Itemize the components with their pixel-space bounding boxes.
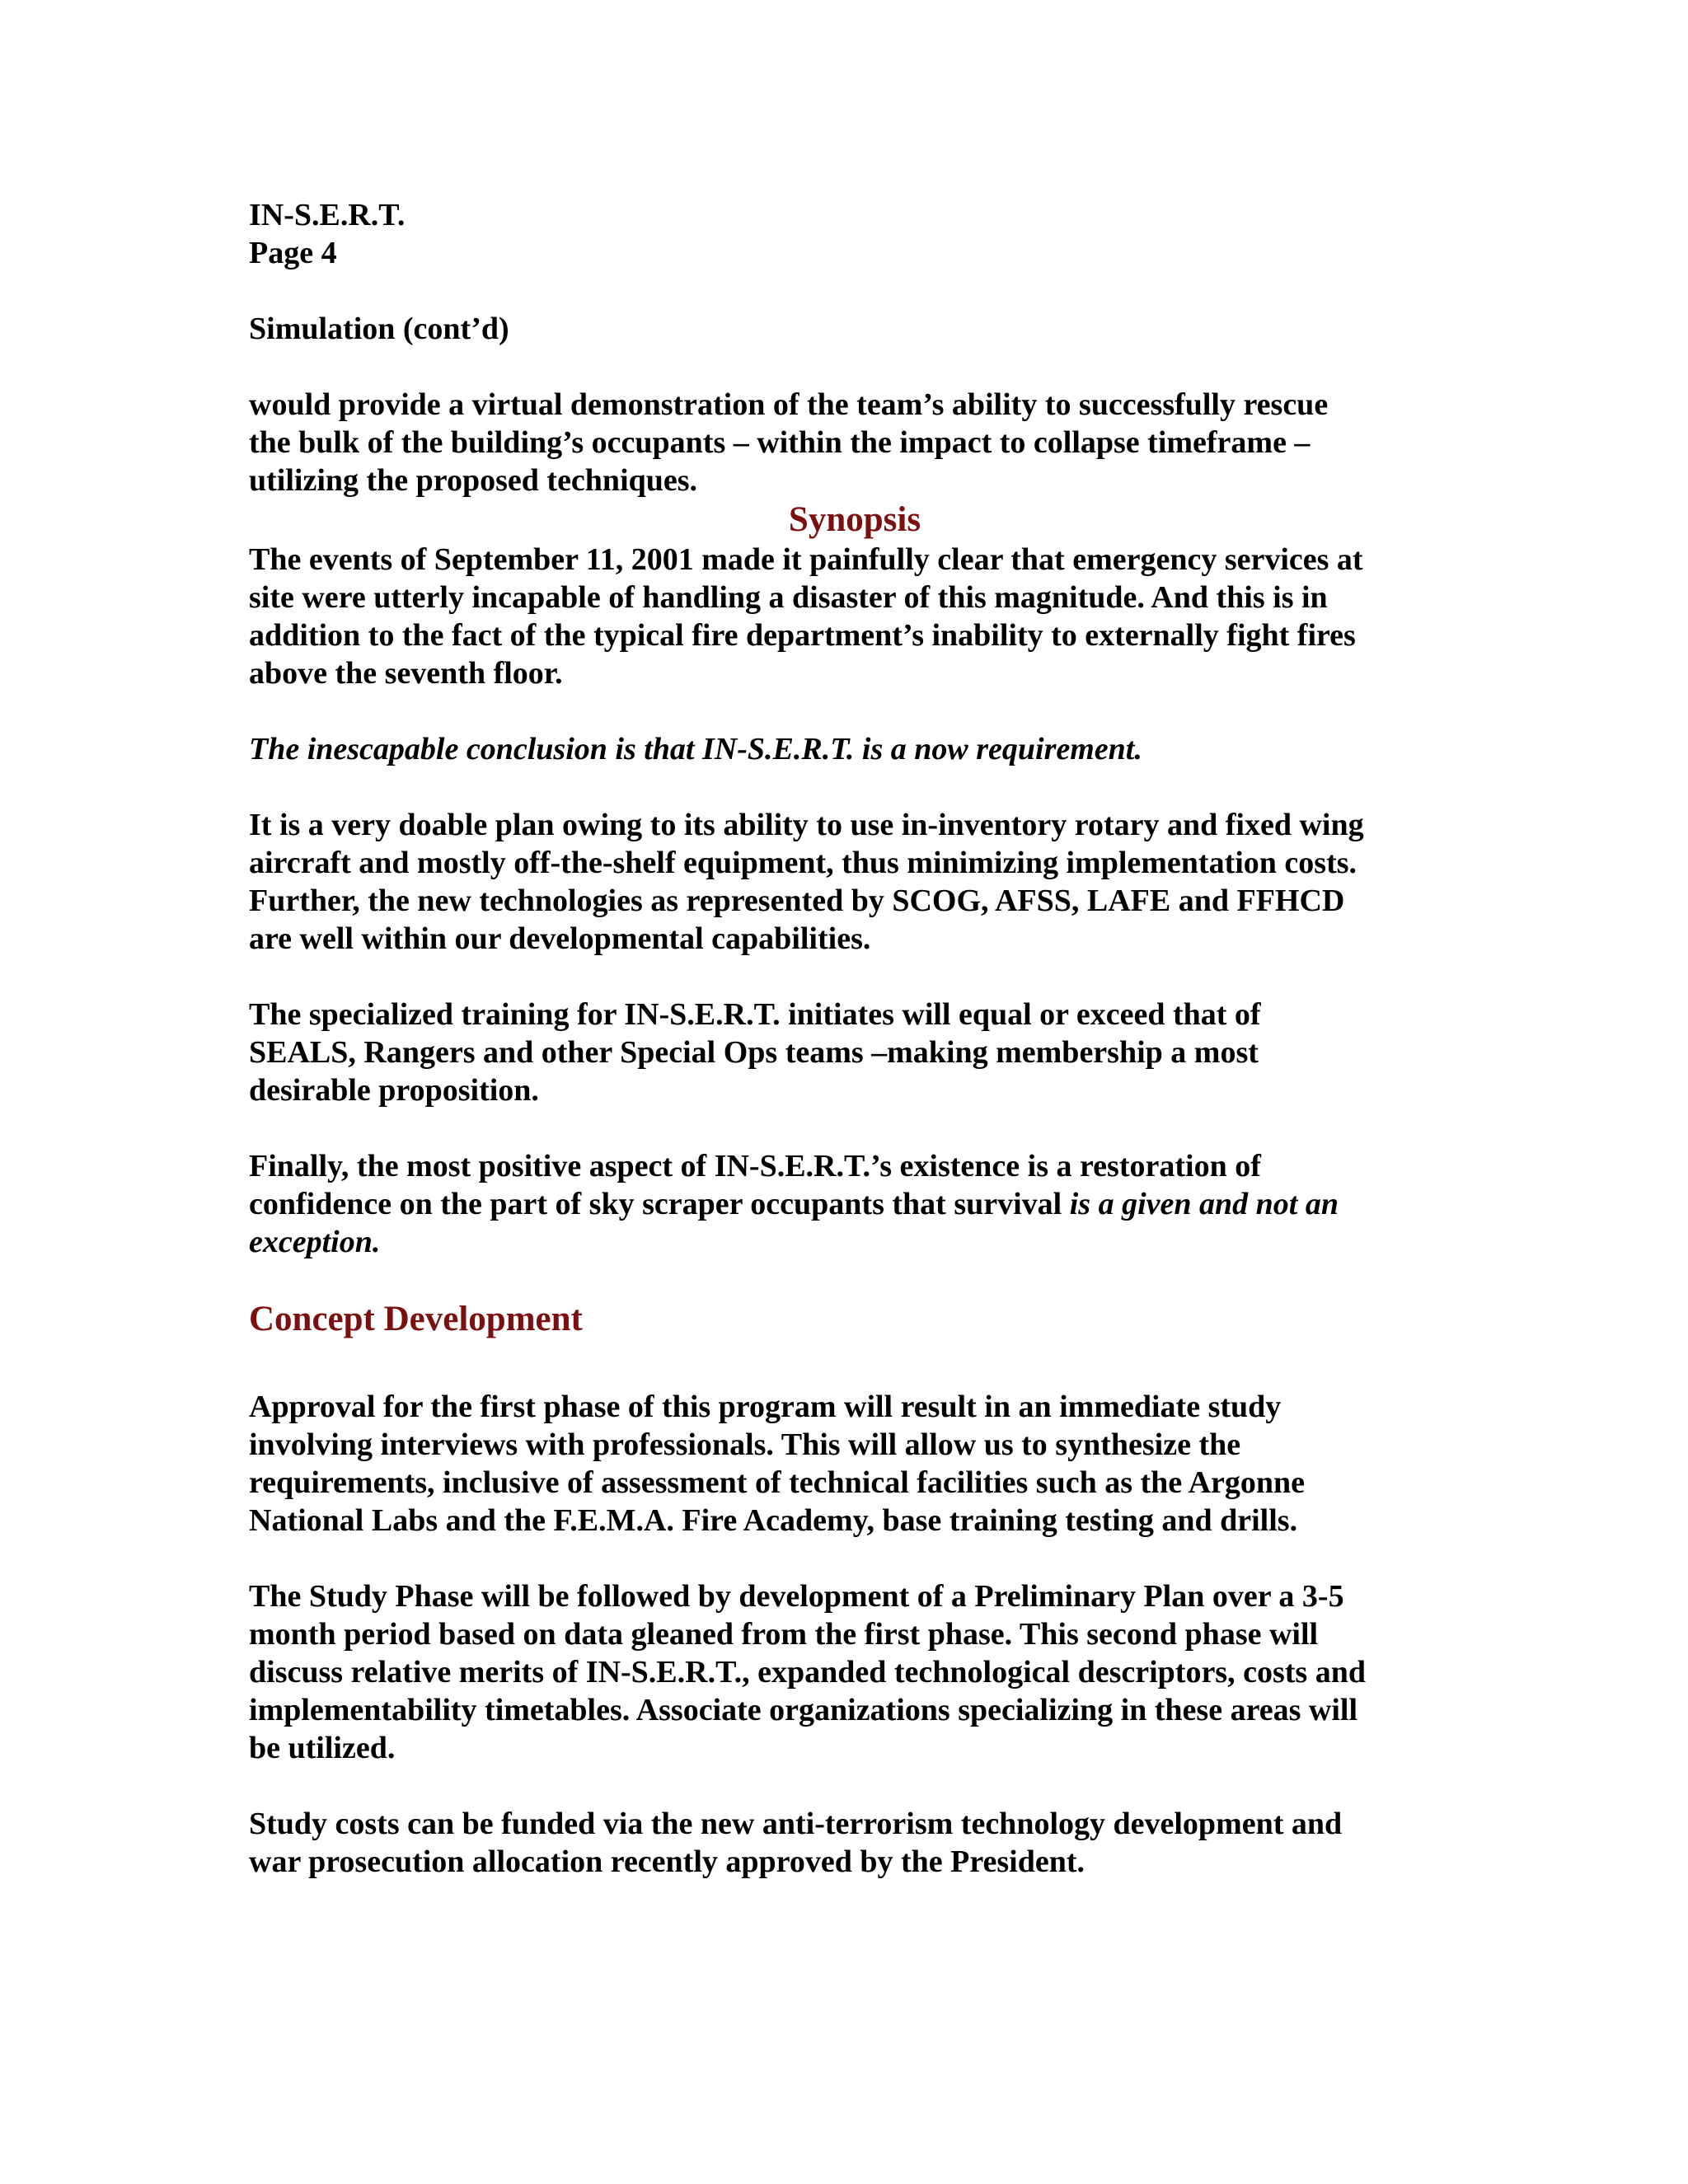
text-line-mixed (249, 1185, 1461, 1223)
text-line: Study costs can be funded via the new anti-terrorism technology development and (249, 1807, 1343, 1841)
text-line: month period based on data gleaned from the first phase. This second phase will (249, 1617, 1319, 1652)
text-line: Approval for the first phase of this program will result in an immediate study (249, 1390, 1282, 1424)
concept-paragraph-3 (249, 1805, 1461, 1881)
text-line: addition to the fact of the typical fire department’s inability to externally fight fires (249, 618, 1356, 653)
synopsis-paragraph-4 (249, 1147, 1461, 1261)
text-line: utilizing the proposed techniques. (249, 463, 698, 498)
text-line: National Labs and the F.E.M.A. Fire Academy, base training testing and drills. (249, 1503, 1298, 1538)
concept-heading: Concept Development (249, 1300, 583, 1338)
text-line: desirable proposition. (249, 1073, 539, 1108)
concept-paragraph-1 (249, 1388, 1461, 1540)
text-line: discuss relative merits of IN-S.E.R.T., expanded technological descriptors, costs and (249, 1655, 1366, 1690)
text-line: Further, the new technologies as represented by SCOG, AFSS, LAFE and FFHCD (249, 883, 1345, 918)
running-header (249, 196, 1461, 272)
conclusion-statement: The inescapable conclusion is that IN-S.E.R.T. is a now requirement. (249, 732, 1142, 766)
synopsis-paragraph-3 (249, 996, 1461, 1109)
synopsis-heading: Synopsis (788, 500, 921, 539)
synopsis-paragraph-1 (249, 541, 1461, 692)
text-line: are well within our developmental capabilities. (249, 921, 871, 956)
synopsis-paragraph-2 (249, 806, 1461, 958)
text-line: SEALS, Rangers and other Special Ops teams –making membership a most (249, 1035, 1259, 1070)
document-id: IN-S.E.R.T. (249, 198, 406, 232)
concept-paragraph-2 (249, 1577, 1461, 1767)
emphasis-fragment: is a given and not an (1069, 1187, 1339, 1221)
simulation-heading: Simulation (cont’d) (249, 312, 509, 346)
page-content (249, 196, 1461, 1919)
text-line: above the seventh floor. (249, 656, 563, 691)
text-fragment: confidence on the part of sky scraper occupants that survival (249, 1187, 1070, 1221)
simulation-paragraph (249, 386, 1461, 499)
text-line: would provide a virtual demonstration of the team’s ability to successfully rescue (249, 387, 1329, 422)
synopsis-conclusion (249, 730, 1461, 768)
text-line: It is a very doable plan owing to its ability to use in-inventory rotary and fixed wing (249, 808, 1364, 842)
text-line: site were utterly incapable of handling a disaster of this magnitude. And this is in (249, 580, 1328, 615)
text-line: be utilized. (249, 1731, 396, 1765)
text-line: The Study Phase will be followed by development of a Preliminary Plan over a 3-5 (249, 1579, 1344, 1614)
text-line: war prosecution allocation recently approved by the President. (249, 1844, 1085, 1879)
text-line: The events of September 11, 2001 made it painfully clear that emergency services at (249, 542, 1363, 577)
simulation-heading-block (249, 310, 1461, 348)
emphasis-line: exception. (249, 1225, 381, 1259)
text-line: The specialized training for IN-S.E.R.T. initiates will equal or exceed that of (249, 997, 1261, 1032)
text-line: the bulk of the building’s occupants – within the impact to collapse timeframe – (249, 425, 1311, 460)
text-line: Finally, the most positive aspect of IN-S.E.R.T.’s existence is a restoration of (249, 1149, 1261, 1183)
text-line: implementability timetables. Associate organizations specializing in these areas will (249, 1693, 1358, 1727)
text-line: aircraft and mostly off-the-shelf equipment, thus minimizing implementation costs. (249, 846, 1357, 880)
page-number: Page 4 (249, 236, 337, 270)
text-line: involving interviews with professionals. This will allow us to synthesize the (249, 1427, 1241, 1462)
text-line: requirements, inclusive of assessment of technical facilities such as the Argonne (249, 1465, 1306, 1500)
